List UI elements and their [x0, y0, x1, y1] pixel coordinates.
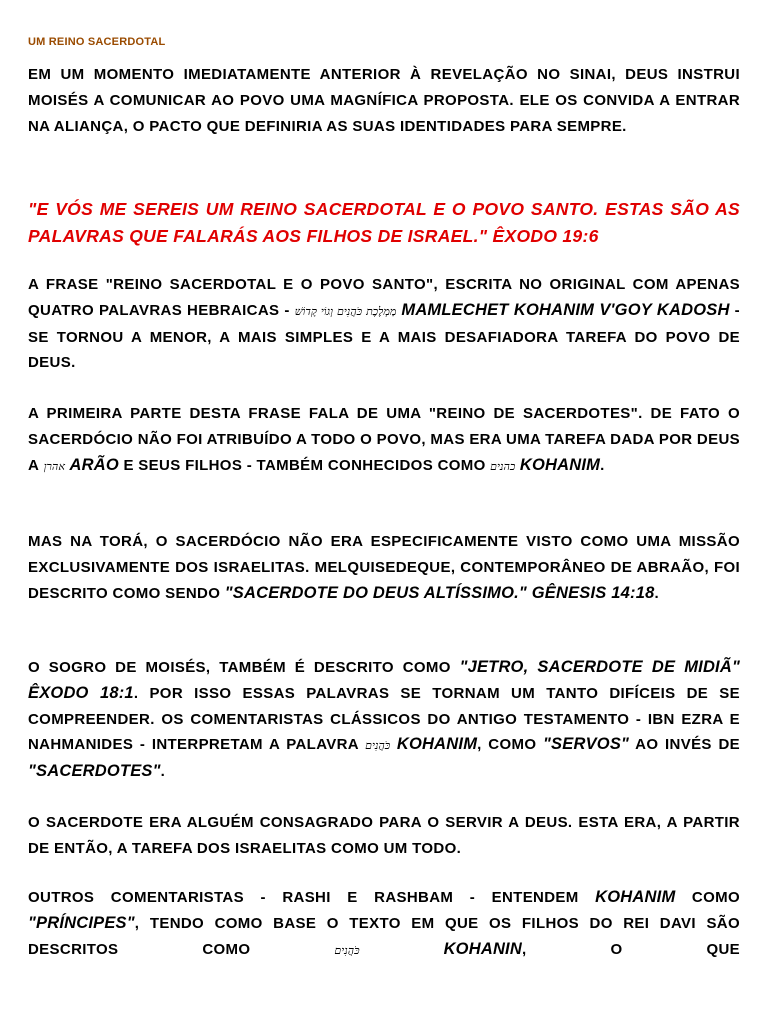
- emphasis: "SACERDOTES": [28, 762, 161, 781]
- paragraph-text: , TENDO COMO BASE O TEXTO EM QUE OS FILHOS DO REI DAVI SÃO DESCRITOS COMO: [28, 914, 740, 958]
- paragraph-text: E SEUS FILHOS - TAMBÉM CONHECIDOS COMO: [123, 456, 486, 474]
- transliteration: KOHANIM: [519, 455, 601, 474]
- paragraph-text: O SOGRO DE MOISÉS, TAMBÉM É DESCRITO COMO: [28, 659, 451, 676]
- hebrew-text: אהרן: [43, 459, 65, 473]
- transliteration: MAMLECHET KOHANIM V'GOY KADOSH: [401, 300, 730, 319]
- paragraph-intro: EM UM MOMENTO IMEDIATAMENTE ANTERIOR À REVELAÇÃO NO SINAI, DEUS INSTRUI MOISÉS A COMUNICAR AO POVO UMA MAGNÍFICA PROPOSTA. ELE OS CONVIDA A ENTRAR NA ALIANÇA, O PACTO QUE DEFINIRIA AS SUAS IDENTIDADES PARA SEMPRE.: [28, 66, 740, 135]
- paragraph-text: , COMO: [477, 736, 537, 754]
- emphasis: "SERVOS": [543, 735, 630, 754]
- hebrew-text: מַמְלֶכֶת כֹּהֲנִים וְגוֹי קָדוֹשׁ: [294, 304, 397, 318]
- paragraph-text: . POR ISSO ESSAS PALAVRAS SE TORNAM UM TANTO DIFÍCEIS DE SE COMPREENDER. OS COMENTARISTAS CLÁSSICOS DO ANTIGO TESTAMENTO - IBN EZRA E NAHMANIDES - INTERPRETAM A PALAVRA: [28, 684, 740, 754]
- paragraph-text: A PRIMEIRA PARTE DESTA FRASE FALA DE UMA "REINO DE SACERDOTES". DE FATO O SACERDÓCIO NÃO FOI ATRIBUÍDO A TODO O POVO, MAS ERA UMA TAREFA DADA POR DEUS A: [28, 405, 740, 474]
- hebrew-text: כהנים: [490, 459, 516, 473]
- transliteration: KOHANIM: [396, 735, 478, 754]
- document-title: UM REINO SACERDOTAL: [28, 36, 166, 48]
- punctuation: .: [654, 584, 659, 602]
- hebrew-text: כֹּהֲנִים: [334, 943, 360, 957]
- paragraph-text: AO INVÉS DE: [635, 736, 740, 754]
- paragraph-text: OUTROS COMENTARISTAS - RASHI E RASHBAM - ENTENDEM: [28, 889, 579, 906]
- paragraph-phrase: [28, 272, 740, 376]
- transliteration: ARÃO: [69, 455, 119, 474]
- punctuation: .: [160, 763, 166, 781]
- paragraph-text: A FRASE "REINO SACERDOTAL E O POVO SANTO", ESCRITA NO ORIGINAL COM APENAS QUATRO PALAVRAS HEBRAICAS -: [28, 276, 740, 319]
- punctuation: .: [600, 456, 605, 474]
- paragraph-consecrated: O SACERDOTE ERA ALGUÉM CONSAGRADO PARA O SERVIR A DEUS. ESTA ERA, A PARTIR DE ENTÃO, A TAREFA DOS ISRAELITAS COMO UM TODO.: [28, 814, 740, 857]
- paragraph-other-commentators: [28, 885, 740, 963]
- quote-exodus-19-6: "E VÓS ME SEREIS UM REINO SACERDOTAL E O POVO SANTO. ESTAS SÃO AS PALAVRAS QUE FALARÁS AOS FILHOS DE ISRAEL." ÊXODO 19:6: [28, 199, 740, 246]
- paragraph-jethro: [28, 655, 740, 785]
- transliteration: KOHANIN: [443, 939, 522, 958]
- emphasis: "PRÍNCIPES": [28, 913, 135, 932]
- citation: "JETRO, SACERDOTE DE MIDIÃ" ÊXODO 18:1: [28, 658, 740, 702]
- paragraph-text: - SE TORNOU A MENOR, A MAIS SIMPLES E A MAIS DESAFIADORA TAREFA DO POVO DE DEUS.: [28, 301, 740, 372]
- paragraph-priests: [28, 401, 740, 479]
- paragraph-melchizedek: [28, 529, 740, 606]
- hebrew-text: כֹּהֲנִים: [365, 739, 391, 753]
- transliteration: KOHANIM: [595, 888, 676, 906]
- paragraph-text: COMO: [691, 889, 740, 906]
- paragraph-text: MAS NA TORÁ, O SACERDÓCIO NÃO ERA ESPECIFICAMENTE VISTO COMO UMA MISSÃO EXCLUSIVAMENTE DOS ISRAELITAS. MELQUISEDEQUE, CONTEMPORÂNEO DE ABRAÃO, FOI DESCRITO COMO SENDO: [28, 533, 740, 602]
- citation: "SACERDOTE DO DEUS ALTÍSSIMO." GÊNESIS 14:18: [224, 583, 655, 602]
- paragraph-text: , O QUE: [521, 940, 741, 958]
